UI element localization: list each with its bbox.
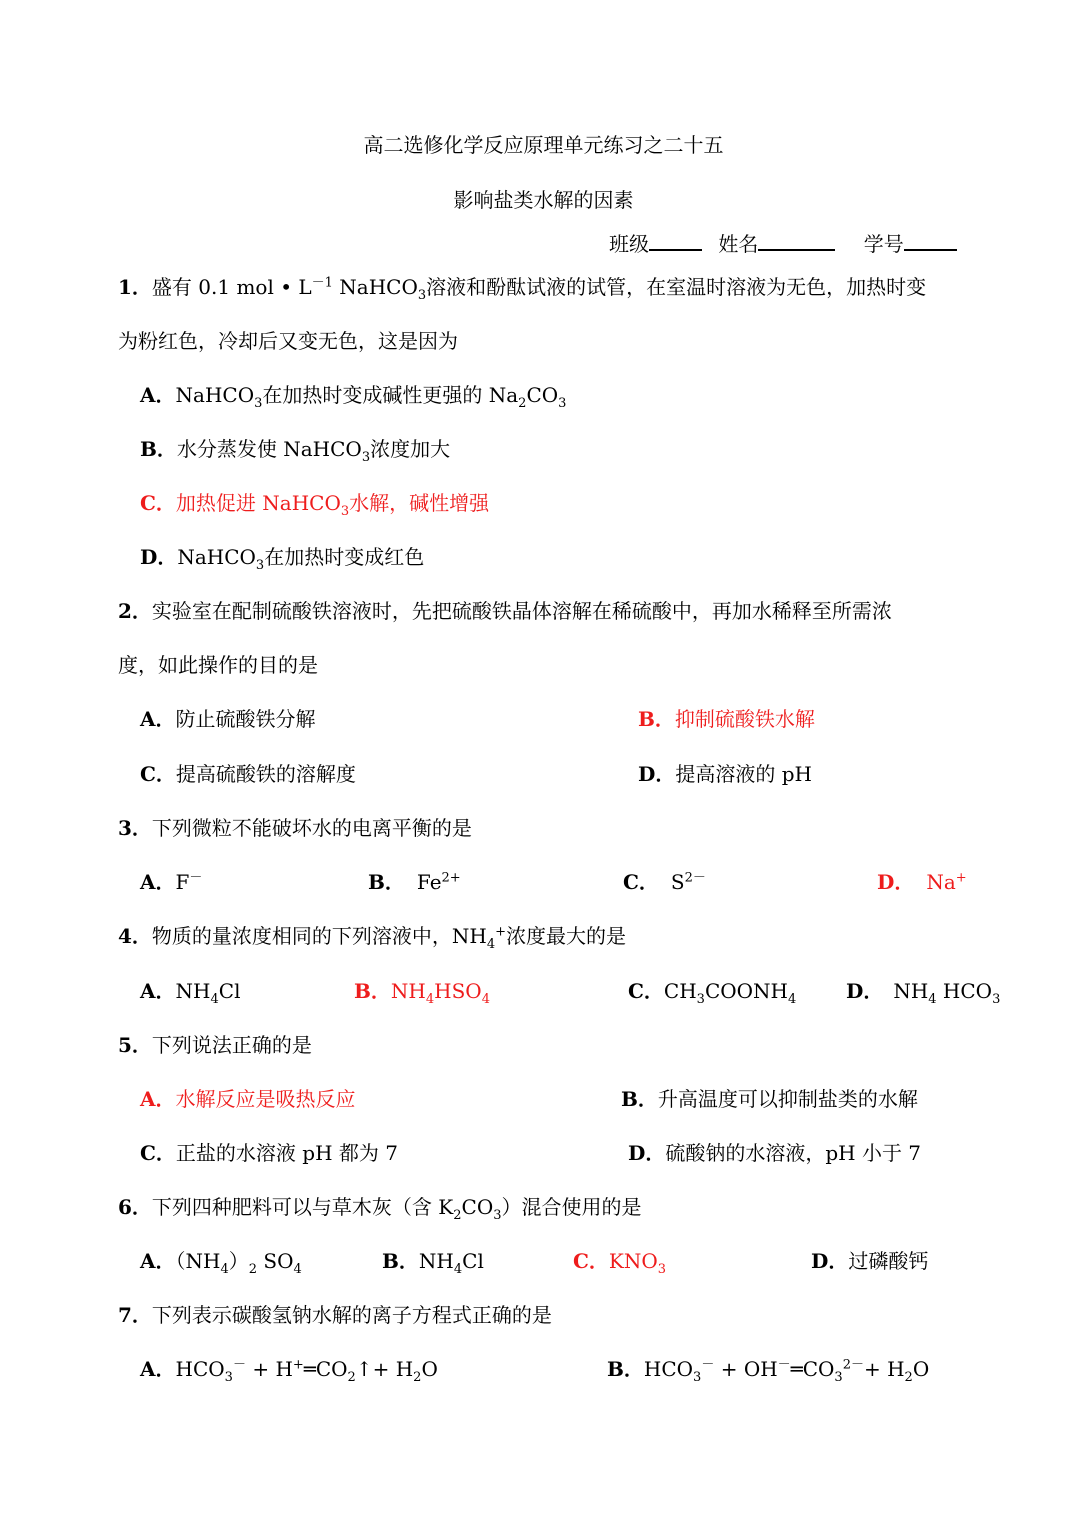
question-7-stem: 7．下列表示碳酸氢钠水解的离子方程式正确的是	[118, 1303, 552, 1327]
page-title: 高二选修化学反应原理单元练习之二十五	[363, 133, 724, 157]
q1-option-c-answer[interactable]: C．加热促进 NaHCO$_3$水解，碱性增强	[140, 491, 490, 519]
id-label: 学号	[863, 232, 904, 256]
class-label: 班级	[609, 232, 649, 256]
q1-option-a[interactable]: A．NaHCO$_3$在加热时变成碱性更强的 $Na_2CO_3$	[140, 383, 567, 411]
question-1-stem: 1．盛有 0.1 mol • $L^{-1}$ NaHCO$_3$溶液和酚酞试液的试管，在室温时溶液为无色，加热时变	[118, 275, 927, 303]
question-4-stem: 4．物质的量浓度相同的下列溶液中，$NH_4^+$浓度最大的是	[118, 924, 627, 952]
q4-option-d[interactable]: D． $NH_4$ $HCO_3$	[846, 979, 1001, 1007]
q1-option-d[interactable]: D．NaHCO$_3$在加热时变成红色	[140, 545, 425, 573]
question-6-stem: 6．下列四种肥料可以与草木灰（含 $K_2CO_3$）混合使用的是	[118, 1195, 642, 1223]
name-label: 姓名	[718, 232, 759, 256]
question-3-stem: 3．下列微粒不能破坏水的电离平衡的是	[118, 816, 472, 840]
q3-option-b[interactable]: B． $Fe^{2+}$	[368, 870, 461, 894]
q5-option-b[interactable]: B．升高温度可以抑制盐类的水解	[621, 1087, 918, 1111]
q2-option-b-answer[interactable]: B．抑制硫酸铁水解	[638, 707, 815, 731]
q5-option-c[interactable]: C．正盐的水溶液 pH 都为 7	[140, 1141, 398, 1165]
q2-option-a[interactable]: A．防止硫酸铁分解	[140, 707, 316, 731]
q5-option-a-answer[interactable]: A．水解反应是吸热反应	[140, 1087, 356, 1111]
q7-option-a[interactable]: A．$HCO_3^-$ + $H^+═CO_2↑+ H_2O$	[140, 1357, 438, 1385]
page-subtitle: 影响盐类水解的因素	[453, 188, 634, 212]
q4-option-a[interactable]: A．$NH_4Cl$	[140, 979, 241, 1007]
q4-option-c[interactable]: C．$CH_3COONH_4$	[628, 979, 797, 1007]
class-blank[interactable]	[649, 231, 702, 251]
name-blank[interactable]	[758, 231, 835, 251]
q3-option-a[interactable]: A．F－	[140, 870, 203, 894]
q1-option-b[interactable]: B．水分蒸发使 NaHCO$_3$浓度加大	[140, 437, 451, 465]
id-blank[interactable]	[904, 231, 957, 251]
question-5-stem: 5．下列说法正确的是	[118, 1033, 312, 1057]
q6-option-c-answer[interactable]: C．$KNO_3$	[573, 1249, 667, 1277]
q7-option-b[interactable]: B．$HCO_3^-$ + $OH^-═CO_3^{2-}+ H_2O$	[607, 1357, 930, 1385]
q6-option-a[interactable]: A．$(NH_4)_2$ $SO_4$	[140, 1249, 302, 1277]
q6-option-b[interactable]: B．$NH_4Cl$	[382, 1249, 484, 1277]
question-2-stem: 2．实验室在配制硫酸铁溶液时，先把硫酸铁晶体溶解在稀硫酸中，再加水稀释至所需浓	[118, 599, 892, 623]
q3-option-c[interactable]: C． $S^{2-}$	[623, 870, 706, 894]
q6-option-d[interactable]: D．过磷酸钙	[811, 1249, 929, 1273]
q2-option-d[interactable]: D．提高溶液的 pH	[638, 762, 812, 786]
q4-option-b-answer[interactable]: B．$NH_4HSO_4$	[354, 979, 490, 1007]
question-2-stem-line2: 度，如此操作的目的是	[118, 653, 318, 677]
q2-option-c[interactable]: C．提高硫酸铁的溶解度	[140, 762, 356, 786]
q5-option-d[interactable]: D．硫酸钠的水溶液，pH 小于 7	[628, 1141, 922, 1165]
question-1-stem-line2: 为粉红色，冷却后又变无色，这是因为	[118, 329, 458, 353]
q3-option-d-answer[interactable]: D． Na+	[877, 870, 967, 894]
student-info	[609, 231, 957, 256]
